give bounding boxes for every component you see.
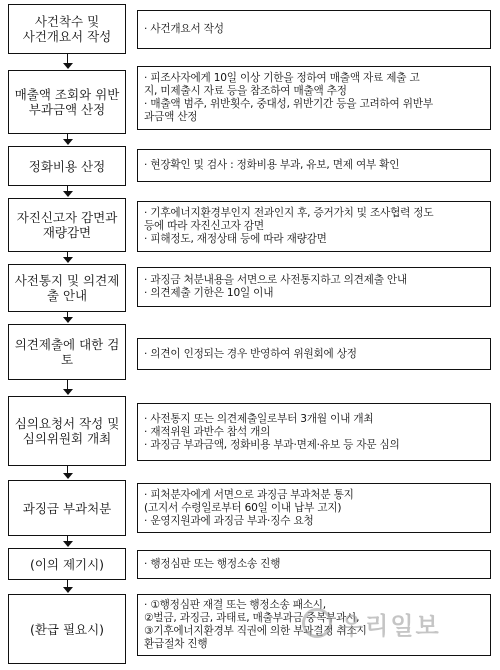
desc-penalty-imposition [137,483,491,533]
stage-opinion-review [8,324,126,380]
stage-label: 의견제출에 대한 검 토 [14,337,120,367]
desc-objection [137,550,491,579]
desc-text: · 피처분자에게 서면으로 과징금 부과처분 통지 (고지서 수령일로부터 60일 이내 납부 고지) · 운영지원과에 과징금 부과·징수 요청 [144,488,354,527]
flow-arrow-icon [63,63,73,69]
flow-arrow-icon [63,317,73,323]
flow-arrow-icon [63,587,73,593]
stage-prior-notice [8,264,126,312]
desc-refund [137,594,491,656]
desc-text: · 행정심판 또는 행정소송 진행 [144,558,281,570]
stage-label: 심의요청서 작성 및 심의위원회 개최 [14,416,120,446]
flow-arrow-icon [63,139,73,145]
stage-cleanup-cost [8,146,126,186]
desc-opinion-review [137,338,491,370]
desc-text: · 피조사자에게 10일 이상 기한을 정하여 매출액 자료 제출 고 지, 미제출시 자료 등을 참조하여 매출액 추정 · 매출액 범주, 위반횟수, 중대성, 위반기간 등을 고려하여 위반부 과금액 산정 [144,72,433,123]
stage-committee [8,396,126,466]
desc-text: · 과징금 처분내용을 서면으로 사전통지하고 의견제출 안내 · 의견제출 기한은 10일 이내 [144,274,407,299]
stage-label: 정화비용 산정 [28,158,106,174]
desc-text: · 기후에너지환경부인지 전과인지 후, 증거가치 및 조사협력 정도 등에 따라 자진신고자 감면 · 피해정도, 재정상태 등에 따라 재량감면 [144,207,434,245]
stage-label: 매출액 조회와 위반 부과금액 산정 [14,87,120,117]
desc-sales-inquiry [137,66,491,130]
desc-prior-notice [137,267,491,307]
stage-sales-inquiry [8,70,126,134]
watermark-text: 우리일보 [340,612,441,640]
flow-arrow-icon [63,541,73,547]
flow-arrow-icon [63,473,73,479]
flow-arrow-icon [63,257,73,263]
desc-text: · 현장확인 및 검사 : 정화비용 부과, 유보, 면제 여부 확인 [144,159,400,171]
flow-arrow-icon [63,389,73,395]
desc-text: · 의견이 인정되는 경우 반영하여 위원회에 상정 [144,347,357,360]
stage-label: 자진신고자 감면과 재량감면 [16,210,118,240]
stage-self-report-reduction [8,198,126,252]
stage-objection [8,548,126,580]
stage-refund [8,594,126,664]
stage-penalty-imposition [8,480,126,536]
flow-arrow-icon [63,191,73,197]
desc-cleanup-cost [137,149,491,182]
stage-label: (이의 제기시) [29,556,105,572]
desc-self-report-reduction [137,201,491,252]
stage-label: 사전통지 및 의견제 출 안내 [14,273,120,303]
desc-committee [137,403,491,461]
desc-text: · 사건개요서 작성 [144,23,224,35]
stage-label: (환급 필요시) [29,621,105,637]
desc-text: · 사전통지 또는 의견제출일로부터 3개월 이내 개최 · 재적위원 과반수 참석 개의 · 과징금 부과금액, 정화비용 부과·면제·유보 등 자문 심의 [144,412,400,451]
desc-text: · ①행정심판 재결 또는 행정소송 패소시, ②벌금, 과징금, 과태료, 매출부과금 중복부과시, ③기후에너지환경부 직권에 의한 부과결정 취소시 환급절차 진행 [144,599,367,650]
stage-case-initiation [8,4,126,54]
stage-label: 사건착수 및 사건개요서 작성 [22,14,112,44]
desc-case-initiation [137,10,491,49]
stage-label: 과징금 부과처분 [22,500,112,516]
